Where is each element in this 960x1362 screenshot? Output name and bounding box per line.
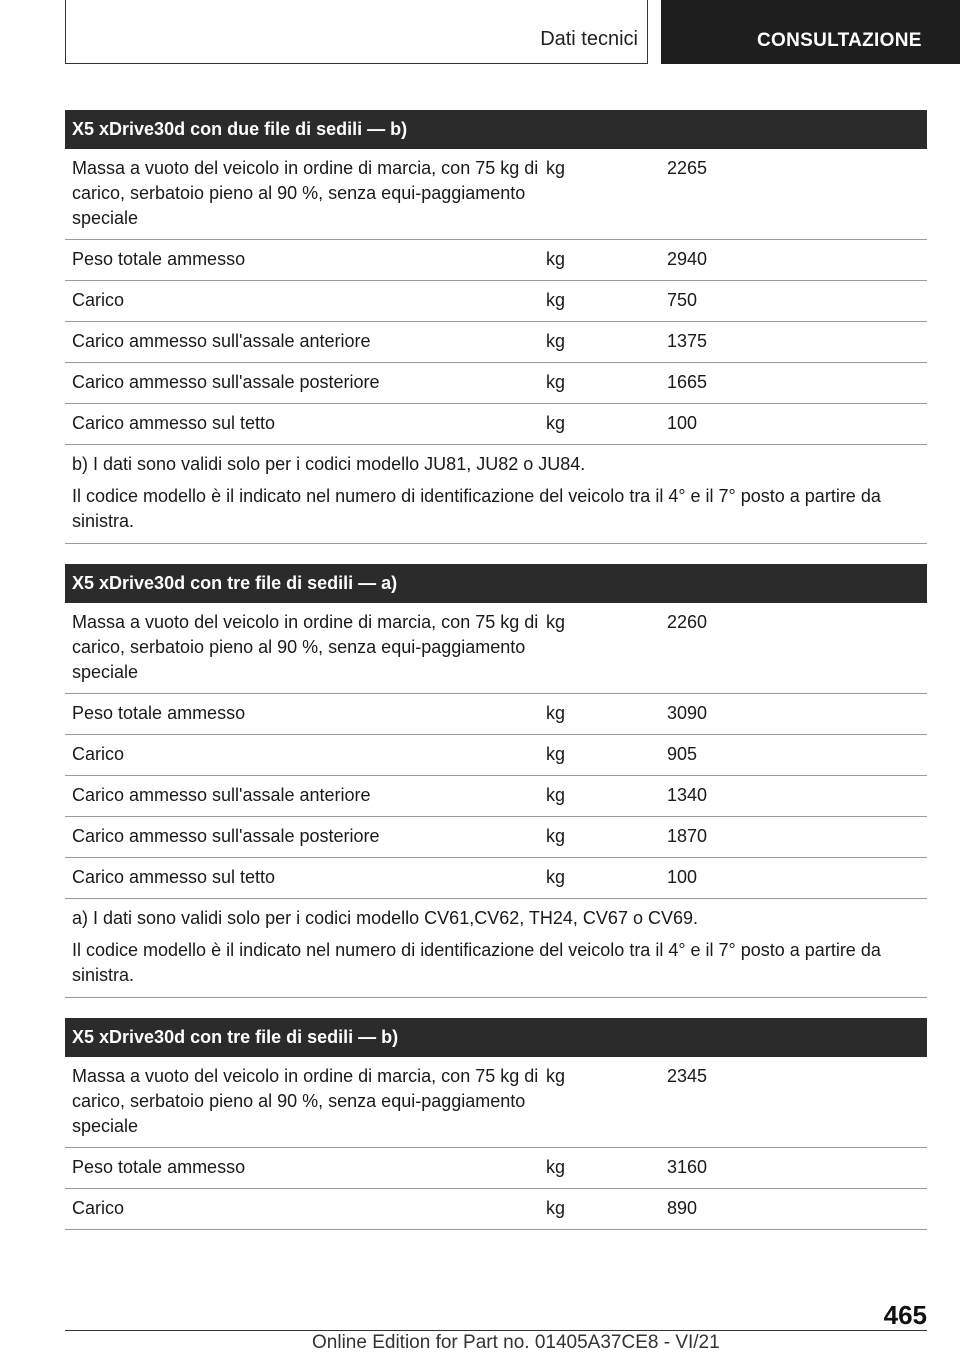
header-chapter-label: CONSULTAZIONE — [757, 30, 922, 51]
table-row — [65, 858, 927, 899]
row-label: Carico ammesso sull'assale anteriore — [72, 331, 371, 351]
row-unit: kg — [546, 785, 566, 805]
row-value: 3090 — [667, 703, 708, 723]
table-row — [65, 1057, 927, 1148]
spec-table — [65, 564, 927, 998]
row-unit: kg — [546, 372, 566, 392]
row-value: 3160 — [667, 1157, 708, 1177]
row-unit: kg — [546, 1066, 566, 1086]
table-row — [65, 1148, 927, 1189]
table-footnote — [65, 899, 927, 998]
row-value: 905 — [667, 744, 698, 764]
table-row — [65, 694, 927, 735]
row-unit: kg — [546, 826, 566, 846]
row-value: 890 — [667, 1198, 698, 1218]
header-chapter-tab — [661, 0, 960, 64]
footnote-text: b) I dati sono validi solo per i codici modello JU81, JU82 o JU84. — [72, 454, 586, 474]
row-unit: kg — [546, 158, 566, 178]
table-title: X5 xDrive30d con tre file di sedili — a) — [65, 564, 927, 603]
row-value: 2265 — [667, 158, 708, 178]
table-row — [65, 735, 927, 776]
table-row — [65, 404, 927, 445]
row-label: Carico ammesso sul tetto — [72, 413, 276, 433]
spec-table — [65, 1018, 927, 1230]
table-row — [65, 1189, 927, 1230]
table-title: X5 xDrive30d con due file di sedili — b) — [65, 110, 927, 149]
row-label: Carico ammesso sull'assale posteriore — [72, 372, 380, 392]
row-label: Massa a vuoto del veicolo in ordine di marcia, con 75 kg di carico, serbatoio pieno al 90 %, senza equi-paggiamento speciale — [72, 612, 539, 682]
row-label: Peso totale ammesso — [72, 703, 246, 723]
row-label: Peso totale ammesso — [72, 249, 246, 269]
table-row — [65, 322, 927, 363]
row-unit: kg — [546, 331, 566, 351]
table-row — [65, 776, 927, 817]
footnote-text: a) I dati sono validi solo per i codici modello CV61,CV62, TH24, CV67 o CV69. — [72, 908, 698, 928]
table-title: X5 xDrive30d con tre file di sedili — b) — [65, 1018, 927, 1057]
row-unit: kg — [546, 290, 566, 310]
row-label: Peso totale ammesso — [72, 1157, 246, 1177]
row-unit: kg — [546, 1157, 566, 1177]
row-label: Carico — [72, 290, 125, 310]
edition-note: Online Edition for Part no. 01405A37CE8 - VI/21 — [312, 1332, 720, 1353]
header-section-title: Dati tecnici — [540, 28, 638, 50]
row-unit: kg — [546, 1198, 566, 1218]
table-footnote — [65, 445, 927, 544]
footnote-text: Il codice modello è il indicato nel numero di identificazione del veicolo tra il 4° e il 7° posto a partire da sinistra. — [72, 486, 881, 531]
footer-divider — [65, 1330, 927, 1331]
table-row — [65, 363, 927, 404]
row-label: Carico — [72, 744, 125, 764]
row-value: 100 — [667, 413, 698, 433]
row-value: 2260 — [667, 612, 708, 632]
row-value: 100 — [667, 867, 698, 887]
row-value: 2940 — [667, 249, 708, 269]
row-label: Carico ammesso sull'assale anteriore — [72, 785, 371, 805]
row-label: Massa a vuoto del veicolo in ordine di marcia, con 75 kg di carico, serbatoio pieno al 90 %, senza equi-paggiamento speciale — [72, 158, 539, 228]
spec-table — [65, 110, 927, 544]
row-label: Massa a vuoto del veicolo in ordine di marcia, con 75 kg di carico, serbatoio pieno al 90 %, senza equi-paggiamento speciale — [72, 1066, 539, 1136]
row-value: 1340 — [667, 785, 708, 805]
row-label: Carico — [72, 1198, 125, 1218]
table-row — [65, 149, 927, 240]
row-value: 2345 — [667, 1066, 708, 1086]
row-unit: kg — [546, 703, 566, 723]
row-unit: kg — [546, 249, 566, 269]
table-row — [65, 240, 927, 281]
row-unit: kg — [546, 413, 566, 433]
row-value: 1870 — [667, 826, 708, 846]
row-label: Carico ammesso sull'assale posteriore — [72, 826, 380, 846]
row-label: Carico ammesso sul tetto — [72, 867, 276, 887]
row-unit: kg — [546, 744, 566, 764]
row-value: 750 — [667, 290, 698, 310]
row-unit: kg — [546, 612, 566, 632]
row-value: 1375 — [667, 331, 708, 351]
footnote-text: Il codice modello è il indicato nel numero di identificazione del veicolo tra il 4° e il 7° posto a partire da sinistra. — [72, 940, 881, 985]
page-number: 465 — [883, 1300, 927, 1330]
table-row — [65, 817, 927, 858]
row-value: 1665 — [667, 372, 708, 392]
table-row — [65, 603, 927, 694]
row-unit: kg — [546, 867, 566, 887]
table-row — [65, 281, 927, 322]
